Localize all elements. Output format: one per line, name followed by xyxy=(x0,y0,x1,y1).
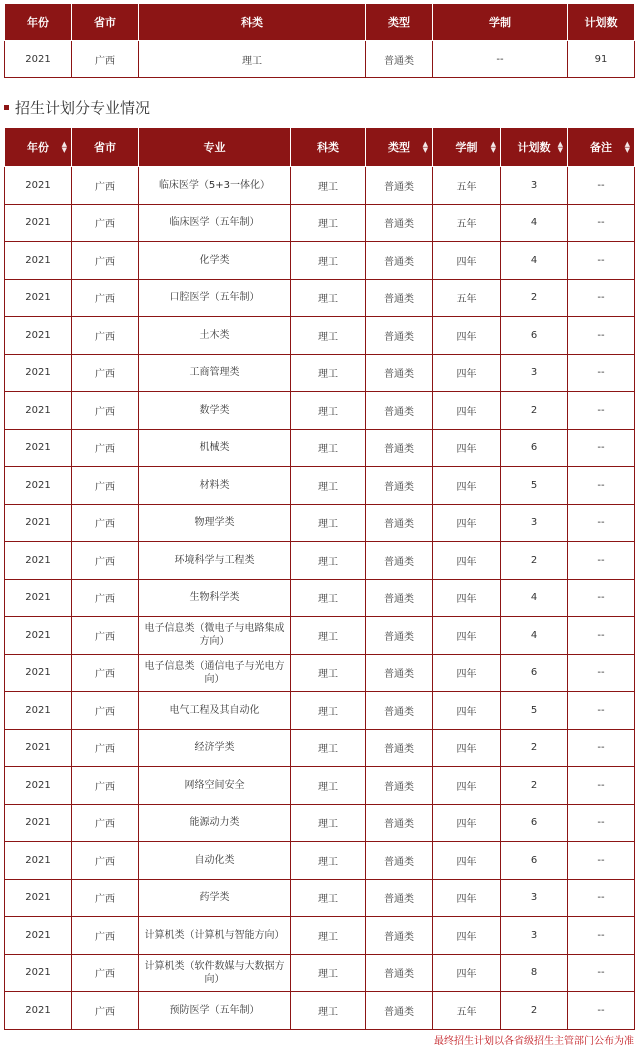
cell-province: 广西 xyxy=(72,729,139,767)
cell-year: 2021 xyxy=(5,917,72,955)
cell-year: 2021 xyxy=(5,992,72,1030)
cell-subject: 理工 xyxy=(291,692,366,730)
cell-type: 普通类 xyxy=(366,504,433,542)
cell-remark: -- xyxy=(568,392,635,430)
cell-year: 2021 xyxy=(5,242,72,280)
table-row xyxy=(5,429,635,467)
cell-duration: 四年 xyxy=(433,579,501,617)
cell-plan-count: 2 xyxy=(501,392,568,430)
cell-plan-count: 2 xyxy=(501,767,568,805)
cell-year: 2021 xyxy=(5,542,72,580)
cell-plan-count: 4 xyxy=(501,204,568,242)
detail-header-label: 省市 xyxy=(94,141,116,154)
table-row xyxy=(5,767,635,805)
cell-major: 经济学类 xyxy=(139,729,291,767)
cell-province: 广西 xyxy=(72,242,139,280)
cell-subject: 理工 xyxy=(291,317,366,355)
cell-subject: 理工 xyxy=(291,804,366,842)
summary-header-duration: 学制 xyxy=(433,4,568,41)
cell-duration: 四年 xyxy=(433,317,501,355)
major-plan-table xyxy=(4,128,635,1030)
cell-province: 广西 xyxy=(72,992,139,1030)
cell-remark: -- xyxy=(568,917,635,955)
cell-duration: 四年 xyxy=(433,692,501,730)
cell-subject: 理工 xyxy=(291,954,366,992)
summary-type: 普通类 xyxy=(366,41,433,78)
cell-plan-count: 6 xyxy=(501,654,568,692)
table-row xyxy=(5,279,635,317)
cell-remark: -- xyxy=(568,692,635,730)
detail-header-major xyxy=(139,128,291,167)
cell-province: 广西 xyxy=(72,542,139,580)
cell-major: 机械类 xyxy=(139,429,291,467)
cell-duration: 四年 xyxy=(433,804,501,842)
table-row xyxy=(5,692,635,730)
cell-duration: 四年 xyxy=(433,879,501,917)
summary-header-year: 年份 xyxy=(5,4,72,41)
cell-remark: -- xyxy=(568,429,635,467)
cell-type: 普通类 xyxy=(366,879,433,917)
detail-header-province xyxy=(72,128,139,167)
cell-province: 广西 xyxy=(72,804,139,842)
cell-subject: 理工 xyxy=(291,767,366,805)
cell-type: 普通类 xyxy=(366,842,433,880)
table-row xyxy=(5,954,635,992)
cell-major: 生物科学类 xyxy=(139,579,291,617)
detail-header-label: 备注 xyxy=(590,141,612,154)
cell-plan-count: 4 xyxy=(501,617,568,655)
cell-province: 广西 xyxy=(72,354,139,392)
cell-major: 自动化类 xyxy=(139,842,291,880)
cell-duration: 四年 xyxy=(433,954,501,992)
cell-duration: 四年 xyxy=(433,767,501,805)
cell-remark: -- xyxy=(568,729,635,767)
table-row xyxy=(5,992,635,1030)
cell-province: 广西 xyxy=(72,204,139,242)
cell-major: 预防医学（五年制） xyxy=(139,992,291,1030)
summary-header-subject: 科类 xyxy=(139,4,366,41)
detail-header-label: 类型 xyxy=(388,141,410,154)
cell-type: 普通类 xyxy=(366,692,433,730)
cell-major: 电子信息类（通信电子与光电方向） xyxy=(139,654,291,692)
cell-major: 口腔医学（五年制） xyxy=(139,279,291,317)
cell-subject: 理工 xyxy=(291,879,366,917)
cell-plan-count: 2 xyxy=(501,992,568,1030)
cell-remark: -- xyxy=(568,467,635,505)
footer-note: 最终招生计划以各省级招生主管部门公布为准 xyxy=(434,1036,634,1047)
cell-province: 广西 xyxy=(72,429,139,467)
table-row xyxy=(5,392,635,430)
cell-remark: -- xyxy=(568,354,635,392)
cell-year: 2021 xyxy=(5,467,72,505)
table-row xyxy=(5,654,635,692)
cell-year: 2021 xyxy=(5,879,72,917)
detail-header-subject xyxy=(291,128,366,167)
cell-major: 计算机类（计算机与智能方向） xyxy=(139,917,291,955)
cell-province: 广西 xyxy=(72,392,139,430)
cell-type: 普通类 xyxy=(366,242,433,280)
cell-year: 2021 xyxy=(5,729,72,767)
cell-duration: 四年 xyxy=(433,654,501,692)
summary-header-row xyxy=(5,4,635,41)
cell-type: 普通类 xyxy=(366,804,433,842)
sort-arrows-icon[interactable]: ▲ ▼ xyxy=(61,140,67,154)
cell-subject: 理工 xyxy=(291,354,366,392)
cell-major: 环境科学与工程类 xyxy=(139,542,291,580)
detail-header-duration[interactable] xyxy=(433,128,501,167)
cell-remark: -- xyxy=(568,504,635,542)
cell-subject: 理工 xyxy=(291,842,366,880)
cell-year: 2021 xyxy=(5,429,72,467)
detail-header-row xyxy=(5,128,635,167)
cell-major: 数学类 xyxy=(139,392,291,430)
cell-year: 2021 xyxy=(5,279,72,317)
cell-duration: 四年 xyxy=(433,467,501,505)
cell-duration: 五年 xyxy=(433,167,501,205)
detail-header-type[interactable] xyxy=(366,128,433,167)
table-row xyxy=(5,354,635,392)
cell-remark: -- xyxy=(568,317,635,355)
cell-plan-count: 3 xyxy=(501,879,568,917)
cell-plan-count: 2 xyxy=(501,729,568,767)
cell-type: 普通类 xyxy=(366,579,433,617)
plan-summary-table xyxy=(4,4,635,78)
cell-duration: 四年 xyxy=(433,617,501,655)
table-row xyxy=(5,242,635,280)
detail-header-label: 计划数 xyxy=(517,141,551,154)
cell-subject: 理工 xyxy=(291,167,366,205)
summary-header-province: 省市 xyxy=(72,4,139,41)
cell-duration: 四年 xyxy=(433,429,501,467)
section-bullet-icon xyxy=(4,105,9,110)
detail-header-label: 科类 xyxy=(317,141,339,154)
cell-subject: 理工 xyxy=(291,392,366,430)
cell-remark: -- xyxy=(568,954,635,992)
cell-major: 网络空间安全 xyxy=(139,767,291,805)
cell-subject: 理工 xyxy=(291,279,366,317)
cell-plan-count: 2 xyxy=(501,279,568,317)
table-row xyxy=(5,917,635,955)
cell-type: 普通类 xyxy=(366,354,433,392)
cell-subject: 理工 xyxy=(291,617,366,655)
cell-duration: 四年 xyxy=(433,542,501,580)
cell-province: 广西 xyxy=(72,467,139,505)
cell-province: 广西 xyxy=(72,954,139,992)
cell-subject: 理工 xyxy=(291,467,366,505)
cell-province: 广西 xyxy=(72,504,139,542)
detail-header-year[interactable] xyxy=(5,128,72,167)
cell-year: 2021 xyxy=(5,767,72,805)
cell-remark: -- xyxy=(568,804,635,842)
cell-province: 广西 xyxy=(72,879,139,917)
detail-header-label: 学制 xyxy=(455,141,478,154)
cell-major: 能源动力类 xyxy=(139,804,291,842)
cell-duration: 五年 xyxy=(433,204,501,242)
cell-plan-count: 3 xyxy=(501,354,568,392)
cell-type: 普通类 xyxy=(366,279,433,317)
cell-major: 工商管理类 xyxy=(139,354,291,392)
cell-year: 2021 xyxy=(5,204,72,242)
cell-subject: 理工 xyxy=(291,729,366,767)
summary-header-plan-count: 计划数 xyxy=(568,4,635,41)
section-title xyxy=(4,96,404,120)
cell-remark: -- xyxy=(568,167,635,205)
table-row xyxy=(5,729,635,767)
cell-plan-count: 2 xyxy=(501,542,568,580)
cell-type: 普通类 xyxy=(366,204,433,242)
cell-duration: 五年 xyxy=(433,279,501,317)
cell-remark: -- xyxy=(568,617,635,655)
table-row xyxy=(5,204,635,242)
cell-province: 广西 xyxy=(72,917,139,955)
table-row xyxy=(5,879,635,917)
cell-province: 广西 xyxy=(72,317,139,355)
cell-year: 2021 xyxy=(5,654,72,692)
cell-year: 2021 xyxy=(5,504,72,542)
table-row xyxy=(5,317,635,355)
cell-plan-count: 6 xyxy=(501,804,568,842)
cell-province: 广西 xyxy=(72,654,139,692)
cell-type: 普通类 xyxy=(366,767,433,805)
cell-plan-count: 4 xyxy=(501,242,568,280)
cell-duration: 四年 xyxy=(433,729,501,767)
summary-subject: 理工 xyxy=(139,41,366,78)
cell-type: 普通类 xyxy=(366,317,433,355)
cell-type: 普通类 xyxy=(366,729,433,767)
cell-type: 普通类 xyxy=(366,392,433,430)
cell-major: 材料类 xyxy=(139,467,291,505)
table-row xyxy=(5,167,635,205)
sort-arrows-icon[interactable]: ▲ ▼ xyxy=(422,140,428,154)
sort-arrows-icon[interactable]: ▲ ▼ xyxy=(624,140,630,154)
table-row xyxy=(5,842,635,880)
table-row xyxy=(5,617,635,655)
cell-major: 药学类 xyxy=(139,879,291,917)
cell-year: 2021 xyxy=(5,354,72,392)
detail-header-label: 年份 xyxy=(27,141,49,154)
cell-type: 普通类 xyxy=(366,654,433,692)
cell-major: 电子信息类（微电子与电路集成方向） xyxy=(139,617,291,655)
cell-remark: -- xyxy=(568,879,635,917)
cell-subject: 理工 xyxy=(291,242,366,280)
cell-duration: 四年 xyxy=(433,392,501,430)
cell-year: 2021 xyxy=(5,317,72,355)
cell-duration: 四年 xyxy=(433,842,501,880)
cell-plan-count: 5 xyxy=(501,467,568,505)
cell-plan-count: 6 xyxy=(501,317,568,355)
table-row xyxy=(5,467,635,505)
cell-province: 广西 xyxy=(72,617,139,655)
cell-subject: 理工 xyxy=(291,917,366,955)
cell-remark: -- xyxy=(568,579,635,617)
cell-subject: 理工 xyxy=(291,992,366,1030)
cell-remark: -- xyxy=(568,767,635,805)
cell-year: 2021 xyxy=(5,617,72,655)
cell-plan-count: 5 xyxy=(501,692,568,730)
cell-year: 2021 xyxy=(5,954,72,992)
detail-header-plan-count[interactable] xyxy=(501,128,568,167)
cell-type: 普通类 xyxy=(366,617,433,655)
cell-subject: 理工 xyxy=(291,542,366,580)
cell-remark: -- xyxy=(568,992,635,1030)
cell-remark: -- xyxy=(568,654,635,692)
sort-arrows-icon[interactable]: ▲ ▼ xyxy=(557,140,563,154)
cell-year: 2021 xyxy=(5,692,72,730)
cell-plan-count: 3 xyxy=(501,917,568,955)
cell-plan-count: 4 xyxy=(501,579,568,617)
cell-type: 普通类 xyxy=(366,167,433,205)
cell-plan-count: 6 xyxy=(501,429,568,467)
cell-remark: -- xyxy=(568,204,635,242)
cell-province: 广西 xyxy=(72,579,139,617)
cell-plan-count: 3 xyxy=(501,504,568,542)
cell-province: 广西 xyxy=(72,279,139,317)
table-row xyxy=(5,804,635,842)
cell-province: 广西 xyxy=(72,692,139,730)
cell-plan-count: 6 xyxy=(501,842,568,880)
cell-duration: 四年 xyxy=(433,917,501,955)
cell-duration: 五年 xyxy=(433,992,501,1030)
cell-major: 计算机类（软件数媒与大数据方向） xyxy=(139,954,291,992)
cell-remark: -- xyxy=(568,279,635,317)
cell-year: 2021 xyxy=(5,167,72,205)
cell-type: 普通类 xyxy=(366,917,433,955)
cell-duration: 四年 xyxy=(433,504,501,542)
summary-province: 广西 xyxy=(72,41,139,78)
cell-province: 广西 xyxy=(72,767,139,805)
cell-type: 普通类 xyxy=(366,429,433,467)
cell-remark: -- xyxy=(568,842,635,880)
cell-remark: -- xyxy=(568,542,635,580)
table-row xyxy=(5,504,635,542)
cell-year: 2021 xyxy=(5,804,72,842)
cell-duration: 四年 xyxy=(433,242,501,280)
summary-header-type: 类型 xyxy=(366,4,433,41)
cell-major: 临床医学（5+3一体化） xyxy=(139,167,291,205)
cell-subject: 理工 xyxy=(291,204,366,242)
cell-type: 普通类 xyxy=(366,542,433,580)
cell-subject: 理工 xyxy=(291,429,366,467)
cell-year: 2021 xyxy=(5,392,72,430)
table-row xyxy=(5,579,635,617)
cell-province: 广西 xyxy=(72,167,139,205)
cell-type: 普通类 xyxy=(366,954,433,992)
cell-duration: 四年 xyxy=(433,354,501,392)
cell-type: 普通类 xyxy=(366,467,433,505)
cell-major: 土木类 xyxy=(139,317,291,355)
cell-major: 化学类 xyxy=(139,242,291,280)
cell-year: 2021 xyxy=(5,842,72,880)
summary-year: 2021 xyxy=(5,41,72,78)
cell-plan-count: 3 xyxy=(501,167,568,205)
section-title-text: 招生计划分专业情况 xyxy=(15,99,151,117)
summary-row xyxy=(5,41,635,78)
cell-subject: 理工 xyxy=(291,579,366,617)
summary-plan-count: 91 xyxy=(568,41,635,78)
cell-type: 普通类 xyxy=(366,992,433,1030)
sort-arrows-icon[interactable]: ▲ ▼ xyxy=(490,140,496,154)
cell-major: 临床医学（五年制） xyxy=(139,204,291,242)
cell-subject: 理工 xyxy=(291,504,366,542)
detail-header-label: 专业 xyxy=(203,141,226,154)
summary-duration: -- xyxy=(433,41,568,78)
cell-year: 2021 xyxy=(5,579,72,617)
cell-subject: 理工 xyxy=(291,654,366,692)
table-row xyxy=(5,542,635,580)
cell-major: 物理学类 xyxy=(139,504,291,542)
cell-plan-count: 8 xyxy=(501,954,568,992)
detail-header-remark[interactable] xyxy=(568,128,635,167)
cell-major: 电气工程及其自动化 xyxy=(139,692,291,730)
cell-remark: -- xyxy=(568,242,635,280)
cell-province: 广西 xyxy=(72,842,139,880)
